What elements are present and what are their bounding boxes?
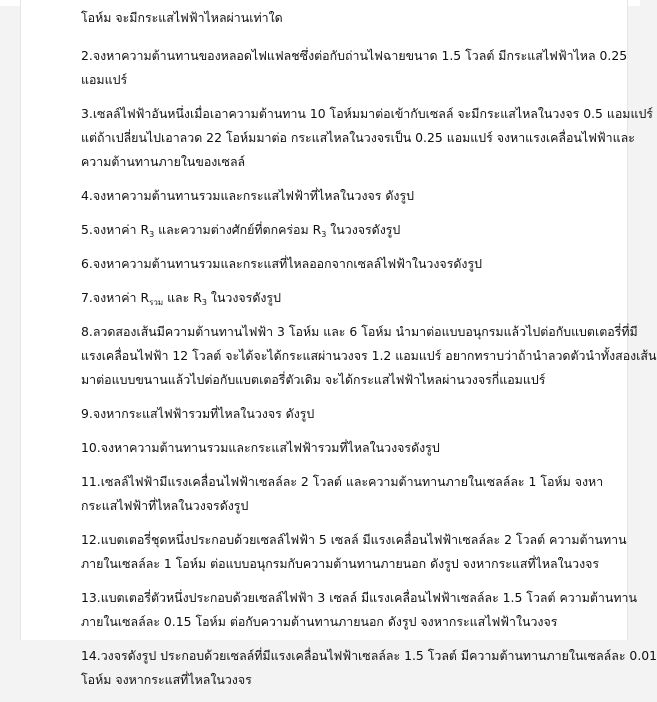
question-paragraph xyxy=(81,252,603,276)
text-line: 11.เซลล์ไฟฟ้ามีแรงเคลื่อนไฟฟ้าเซลล์ละ 2 โวลต์ และความต้านทานภายในเซลล์ละ 1 โอห์ม จงหา xyxy=(81,474,604,489)
text-line: 8.ลวดสองเส้นมีความต้านทานไฟฟ้า 3 โอห์ม และ 6 โอห์ม นำมาต่อแบบอนุกรมแล้วไปต่อกับแบตเตอรี่ที่มี xyxy=(81,324,638,339)
text-segment: 5.จงหาค่า R xyxy=(81,222,150,237)
question-paragraph xyxy=(81,218,603,242)
question-paragraph xyxy=(81,102,653,174)
text-line: 6.จงหาความต้านทานรวมและกระแสที่ไหลออกจากเซลล์ไฟฟ้าในวงจรดังรูป xyxy=(81,256,482,271)
question-paragraph xyxy=(81,436,603,460)
document-body xyxy=(81,6,657,702)
question-paragraph xyxy=(81,286,603,310)
question-paragraph xyxy=(81,320,657,392)
subscript: รวม xyxy=(149,298,164,307)
text-line: 3.เซลล์ไฟฟ้าอันหนึ่งเมื่อเอาความต้านทาน 10 โอห์มมาต่อเข้ากับเซลล์ จะมีกระแสไหลในวงจร 0.5 แอมแปร์ xyxy=(81,106,653,121)
subscript: 3 xyxy=(321,230,327,239)
question-paragraph xyxy=(81,44,628,92)
text-line: 12.แบตเตอรี่ชุดหนึ่งประกอบด้วยเซลล์ไฟฟ้า 5 เซลล์ มีแรงเคลื่อนไฟฟ้าเซลล์ละ 2 โวลต์ ความต้านทาน xyxy=(81,532,627,547)
text-line: 9.จงหากระแสไฟฟ้ารวมที่ไหลในวงจร ดังรูป xyxy=(81,406,315,421)
text-line: แรงเคลื่อนไฟฟ้า 12 โวลต์ จะได้จะได้กระแสผ่านวงจร 1.2 แอมแปร์ อยากทราบว่าถ้านำลวดตัวนำทั้งสองเส้น xyxy=(81,348,657,363)
text-segment: ในวงจรดังรูป xyxy=(206,290,281,305)
text-line: แอมแปร์ xyxy=(81,72,128,87)
text-line xyxy=(81,286,603,310)
question-paragraph xyxy=(81,528,627,576)
text-segment: และ R xyxy=(163,290,202,305)
text-line: โอห์ม จงหากระแสที่ไหลในวงจร xyxy=(81,672,252,687)
question-paragraph xyxy=(81,470,603,518)
text-line: แต่ถ้าเปลี่ยนไปเอาลวด 22 โอห์มมาต่อ กระแสไหลในวงจรเป็น 0.25 แอมแปร์ จงหาแรงเคลื่อนไฟฟ้าและ xyxy=(81,130,635,145)
text-line: โอห์ม จะมีกระแสไฟฟ้าไหลผ่านเท่าใด xyxy=(81,10,283,25)
text-segment: ในวงจรดังรูป xyxy=(326,222,401,237)
subscript: 3 xyxy=(201,298,207,307)
text-line: 10.จงหาความต้านทานรวมและกระแสไฟฟ้ารวมที่ไหลในวงจรดังรูป xyxy=(81,440,440,455)
question-paragraph xyxy=(81,184,603,208)
text-line: ภายในเซลล์ละ 1 โอห์ม ต่อแบบอนุกรมกับความต้านทานภายนอก ดังรูป จงหากระแสที่ไหลในวงจร xyxy=(81,556,600,571)
question-paragraph xyxy=(81,586,637,634)
subscript: 3 xyxy=(149,230,155,239)
text-line: ภายในเซลล์ละ 0.15 โอห์ม ต่อกับความต้านทานภายนอก ดังรูป จงหากระแสไฟฟ้าในวงจร xyxy=(81,614,558,629)
text-line: 4.จงหาความต้านทานรวมและกระแสไฟฟ้าที่ไหลในวงจร ดังรูป xyxy=(81,188,414,203)
question-paragraph xyxy=(81,6,603,30)
document-page xyxy=(20,0,657,687)
text-segment: 7.จงหาค่า R xyxy=(81,290,150,305)
question-paragraph xyxy=(81,644,657,692)
text-line xyxy=(81,218,603,242)
text-segment: และความต่างศักย์ที่ตกคร่อม R xyxy=(154,222,322,237)
text-line: มาต่อแบบขนานแล้วไปต่อกับแบตเตอรี่ตัวเดิม จะได้กระแสไฟฟ้าไหลผ่านวงจรกี่แอมแปร์ xyxy=(81,372,546,387)
text-line: 14.วงจรดังรูป ประกอบด้วยเซลล์ที่มีแรงเคลื่อนไฟฟ้าเซลล์ละ 1.5 โวลต์ มีความต้านทานภายในเซลล์ละ 0.01 xyxy=(81,648,657,663)
text-line: 2.จงหาความต้านทานของหลอดไฟแฟลชซึ่งต่อกับถ่านไฟฉายขนาด 1.5 โวลต์ มีกระแสไฟฟ้าไหล 0.25 xyxy=(81,48,628,63)
question-paragraph xyxy=(81,402,603,426)
text-line: กระแสไฟฟ้าที่ไหลในวงจรดังรูป xyxy=(81,498,249,513)
text-line: ความต้านทานภายในของเซลล์ xyxy=(81,154,246,169)
text-line: 13.แบตเตอรี่ตัวหนึ่งประกอบด้วยเซลล์ไฟฟ้า 3 เซลล์ มีแรงเคลื่อนไฟฟ้าเซลล์ละ 1.5 โวลต์ ความต้านทาน xyxy=(81,590,637,605)
